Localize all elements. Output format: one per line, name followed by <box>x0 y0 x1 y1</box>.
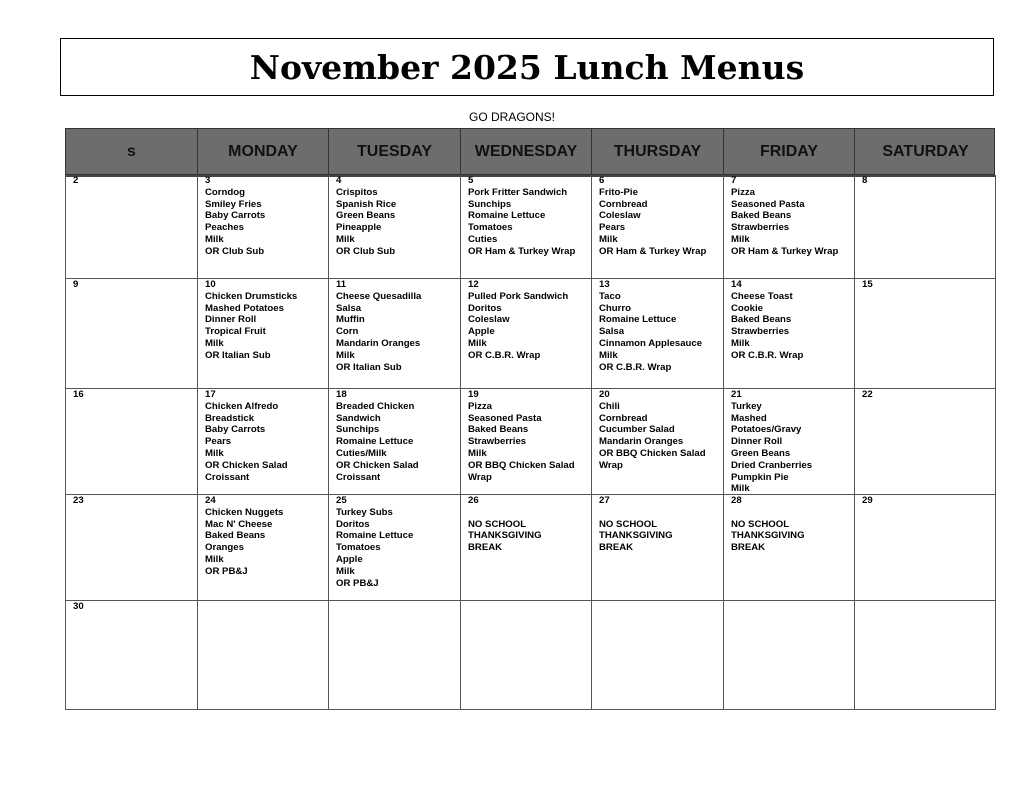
day-cell <box>329 495 461 601</box>
menu-item: BREAK <box>599 542 634 554</box>
menu-item: Dinner Roll <box>205 314 257 326</box>
menu-item <box>599 507 716 519</box>
menu-item: Milk <box>205 447 224 459</box>
menu-item: OR Italian Sub <box>336 361 402 373</box>
menu-item: OR C.B.R. Wrap <box>731 349 804 361</box>
menu-item: Sunchips <box>468 198 512 210</box>
menu-item: Mashed <box>731 412 767 424</box>
menu-item: Romaine Lettuce <box>336 436 414 448</box>
menu-item: Green Beans <box>336 210 396 222</box>
day-cell <box>198 389 329 495</box>
menu-item: OR Ham & Turkey Wrap <box>599 245 707 257</box>
menu-item: OR BBQ Chicken Salad <box>599 447 706 459</box>
day-cell <box>592 389 724 495</box>
day-number: 8 <box>862 175 868 186</box>
day-cell <box>329 601 461 710</box>
day-number: 25 <box>336 495 347 506</box>
menu-item: Doritos <box>468 302 502 314</box>
menu-item: Milk <box>205 233 224 245</box>
menu-item: Milk <box>336 233 355 245</box>
menu-item: Pears <box>599 222 626 234</box>
menu-item: Milk <box>599 349 618 361</box>
weekday-header: FRIDAY <box>724 129 855 174</box>
menu-item: Churro <box>599 302 631 314</box>
day-number: 27 <box>599 495 610 506</box>
menu-item: Seasoned Pasta <box>468 412 542 424</box>
day-cell <box>855 175 996 279</box>
menu-item: Oranges <box>205 542 244 554</box>
week-row <box>65 389 995 495</box>
weekday-header: TUESDAY <box>329 129 461 174</box>
menu-item: THANKSGIVING <box>468 530 542 542</box>
menu-item: Doritos <box>336 518 370 530</box>
menu-item: Strawberries <box>468 436 527 448</box>
subtitle: GO DRAGONS! <box>468 110 555 124</box>
day-cell <box>724 389 855 495</box>
menu-item: Apple <box>336 553 363 565</box>
menu-item: Mandarin Oranges <box>336 337 421 349</box>
menu-item: Pork Fritter Sandwich <box>468 186 568 198</box>
day-number: 14 <box>731 279 742 290</box>
menu-item: Romaine Lettuce <box>599 314 677 326</box>
day-cell <box>66 389 198 495</box>
day-cell <box>461 495 592 601</box>
menu-item: Croissant <box>205 471 250 483</box>
day-number: 17 <box>205 389 216 400</box>
menu-item: Milk <box>205 337 224 349</box>
menu-item: Chicken Drumsticks <box>205 290 298 302</box>
day-number: 13 <box>599 279 610 290</box>
menu-item: OR Club Sub <box>336 245 396 257</box>
day-cell <box>724 175 855 279</box>
day-number: 5 <box>468 175 474 186</box>
day-number <box>468 601 584 613</box>
menu-item: Romaine Lettuce <box>468 210 546 222</box>
day-number: 2 <box>73 175 79 186</box>
day-number: 23 <box>73 495 84 506</box>
menu-item: OR PB&J <box>205 565 248 577</box>
menu-item: Dinner Roll <box>731 436 783 448</box>
day-cell <box>724 601 855 710</box>
day-number: 10 <box>205 279 216 290</box>
menu-item: Turkey <box>731 400 762 412</box>
menu-item: Turkey Subs <box>336 506 393 518</box>
menu-item: Breadstick <box>205 412 255 424</box>
menu-item: Pulled Pork Sandwich <box>468 290 569 302</box>
menu-item: Smiley Fries <box>205 198 262 210</box>
menu-item: OR Club Sub <box>205 245 265 257</box>
weekday-header: s <box>66 129 198 174</box>
day-number: 12 <box>468 279 479 290</box>
weekday-header: WEDNESDAY <box>461 129 592 174</box>
menu-item: OR Chicken Salad <box>205 459 288 471</box>
weekday-header: SATURDAY <box>882 142 969 160</box>
day-cell <box>461 279 592 389</box>
day-number: 15 <box>862 279 873 290</box>
menu-item: OR Chicken Salad <box>336 459 419 471</box>
menu-item: BREAK <box>731 542 766 554</box>
day-number <box>336 601 453 613</box>
day-number <box>862 601 988 613</box>
weekday-header-row <box>65 128 995 175</box>
weekday-header: THURSDAY <box>592 129 724 174</box>
day-cell <box>592 279 724 389</box>
day-number: 22 <box>862 389 873 400</box>
menu-item: Sunchips <box>336 424 380 436</box>
menu-item: Spanish Rice <box>336 198 397 210</box>
day-cell <box>724 495 855 601</box>
menu-item: Baby Carrots <box>205 210 266 222</box>
menu-item: Milk <box>731 337 750 349</box>
menu-item: Peaches <box>205 222 244 234</box>
day-number: 26 <box>468 495 479 506</box>
menu-item: Corn <box>336 326 359 338</box>
menu-item: Baked Beans <box>205 530 266 542</box>
week-row <box>65 175 995 279</box>
day-number: 20 <box>599 389 610 400</box>
day-number: 11 <box>336 279 347 290</box>
day-cell <box>329 389 461 495</box>
menu-item: Strawberries <box>731 326 790 338</box>
menu-item: Wrap <box>599 459 623 471</box>
menu-item: Crispitos <box>336 186 378 198</box>
menu-item: Baked Beans <box>731 314 792 326</box>
menu-item: Cuties/Milk <box>336 447 387 459</box>
menu-item: Chili <box>599 400 620 412</box>
menu-item: Cornbread <box>599 198 648 210</box>
menu-item: OR Ham & Turkey Wrap <box>731 245 839 257</box>
menu-item: Pizza <box>731 186 755 198</box>
day-number: 19 <box>468 389 479 400</box>
menu-item: Pizza <box>468 400 492 412</box>
day-number: 4 <box>336 175 342 186</box>
menu-item: Tomatoes <box>468 222 513 234</box>
menu-item: Cheese Quesadilla <box>336 290 422 302</box>
menu-item: Cookie <box>731 302 763 314</box>
menu-item: Cornbread <box>599 412 648 424</box>
day-cell <box>855 601 996 710</box>
day-cell <box>66 601 198 710</box>
menu-item: Milk <box>731 233 750 245</box>
menu-item: Tropical Fruit <box>205 326 266 338</box>
day-number: 7 <box>731 175 737 186</box>
menu-item: OR PB&J <box>336 577 379 589</box>
menu-item: Salsa <box>599 326 625 338</box>
day-cell <box>198 175 329 279</box>
menu-item: Mac N' Cheese <box>205 518 273 530</box>
day-cell <box>198 495 329 601</box>
day-number: 29 <box>862 495 873 506</box>
day-number: 30 <box>73 601 84 612</box>
menu-item <box>468 507 584 519</box>
menu-item: Milk <box>599 233 618 245</box>
menu-item: Coleslaw <box>468 314 510 326</box>
day-cell <box>66 175 198 279</box>
menu-item: Pumpkin Pie <box>731 471 789 483</box>
menu-item: OR Ham & Turkey Wrap <box>468 245 576 257</box>
menu-item: Corndog <box>205 186 245 198</box>
menu-item: Chicken Alfredo <box>205 400 279 412</box>
day-cell <box>198 601 329 710</box>
menu-item: Pineapple <box>336 222 382 234</box>
menu-item: Cinnamon Applesauce <box>599 337 703 349</box>
menu-item: NO SCHOOL <box>599 518 658 530</box>
day-number: 24 <box>205 495 216 506</box>
menu-item: Cucumber Salad <box>599 424 675 436</box>
day-cell <box>198 279 329 389</box>
menu-item: Muffin <box>336 314 365 326</box>
day-number: 9 <box>73 279 79 290</box>
menu-item: Chicken Nuggets <box>205 506 284 518</box>
menu-item: Seasoned Pasta <box>731 198 805 210</box>
day-cell <box>329 175 461 279</box>
menu-item: Tomatoes <box>336 542 381 554</box>
menu-item: Potatoes/Gravy <box>731 424 802 436</box>
menu-item: Milk <box>468 337 487 349</box>
menu-item: Romaine Lettuce <box>336 530 414 542</box>
menu-item: NO SCHOOL <box>731 518 790 530</box>
menu-item: Mashed Potatoes <box>205 302 284 314</box>
menu-item: Coleslaw <box>599 210 641 222</box>
day-cell <box>66 279 198 389</box>
menu-item: OR Italian Sub <box>205 349 271 361</box>
menu-item: Wrap <box>468 471 492 483</box>
menu-item: Green Beans <box>731 447 791 459</box>
menu-item: OR C.B.R. Wrap <box>599 361 672 373</box>
day-number: 21 <box>731 389 742 400</box>
menu-item: Milk <box>336 349 355 361</box>
menu-item: Croissant <box>336 471 381 483</box>
day-number: 16 <box>73 389 84 400</box>
menu-item: Milk <box>731 483 750 495</box>
menu-item <box>731 507 847 519</box>
menu-item: Milk <box>468 447 487 459</box>
day-cell <box>592 601 724 710</box>
day-cell <box>724 279 855 389</box>
day-number: 3 <box>205 175 211 186</box>
weekday-header: MONDAY <box>198 129 329 174</box>
menu-item: Salsa <box>336 302 362 314</box>
menu-item: Frito-Pie <box>599 186 638 198</box>
menu-item: Dried Cranberries <box>731 459 813 471</box>
menu-item: Sandwich <box>336 412 381 424</box>
menu-item: THANKSGIVING <box>599 530 673 542</box>
menu-item: Taco <box>599 290 621 302</box>
day-number: 28 <box>731 495 742 506</box>
menu-item: BREAK <box>468 542 503 554</box>
menu-item: Breaded Chicken <box>336 400 415 412</box>
day-number: 18 <box>336 389 347 400</box>
page-title: November 2025 Lunch Menus <box>60 38 994 96</box>
menu-item: Strawberries <box>731 222 790 234</box>
menu-item: Pears <box>205 436 232 448</box>
menu-item: Milk <box>336 565 355 577</box>
calendar-grid <box>65 128 995 710</box>
menu-item: Milk <box>205 553 224 565</box>
day-cell <box>329 279 461 389</box>
menu-item: Mandarin Oranges <box>599 436 684 448</box>
menu-item: NO SCHOOL <box>468 518 527 530</box>
day-cell <box>461 601 592 710</box>
menu-item: Cuties <box>468 233 498 245</box>
day-cell <box>592 495 724 601</box>
day-cell <box>461 175 592 279</box>
week-row <box>65 495 995 601</box>
day-number <box>205 601 321 613</box>
day-cell <box>855 279 996 389</box>
menu-item: OR C.B.R. Wrap <box>468 349 541 361</box>
menu-item: OR BBQ Chicken Salad <box>468 459 575 471</box>
day-cell <box>855 389 996 495</box>
day-number <box>731 601 847 613</box>
day-number: 6 <box>599 175 605 186</box>
menu-item: Baked Beans <box>731 210 792 222</box>
menu-item: Apple <box>468 326 495 338</box>
day-cell <box>66 495 198 601</box>
menu-item: Baked Beans <box>468 424 529 436</box>
day-cell <box>592 175 724 279</box>
menu-item: Cheese Toast <box>731 290 793 302</box>
day-cell <box>461 389 592 495</box>
menu-item: Baby Carrots <box>205 424 266 436</box>
day-number <box>599 601 716 613</box>
menu-item: THANKSGIVING <box>731 530 805 542</box>
day-cell <box>855 495 996 601</box>
week-row <box>65 279 995 389</box>
week-row <box>65 601 995 710</box>
